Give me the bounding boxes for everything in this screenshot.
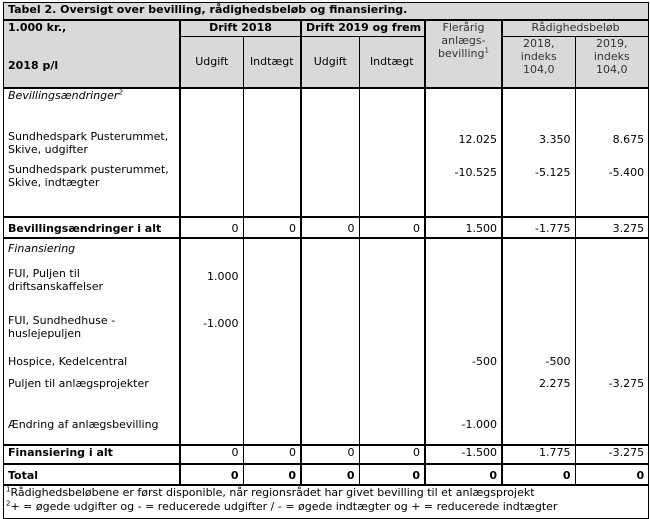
i18-total: 0 — [243, 464, 301, 485]
indtaegt-2018-header: Indtægt — [243, 36, 301, 88]
i19-total: 0 — [359, 464, 425, 485]
footnote-1-mark: 1 — [6, 485, 11, 494]
u19-total: 0 — [301, 464, 359, 485]
row-label-fui-husleje: FUI, Sundhedhuse - huslejepuljen — [8, 314, 116, 340]
header-row-1 — [4, 20, 648, 36]
total-row-finansiering — [4, 445, 648, 464]
footnote-row-1 — [4, 485, 648, 500]
u18-bevilling-total: 0 — [180, 217, 243, 238]
row-label-aendring: Ændring af anlægsbevilling — [8, 418, 159, 431]
fler-pusterummet-indtaegter: -10.525 — [425, 163, 502, 217]
r2018-pusterummet-indtaegter: -5.125 — [502, 163, 575, 217]
indtaegt-2019-header: Indtægt — [359, 36, 425, 88]
u18-finansiering-total: 0 — [180, 445, 243, 464]
r2018-finansiering-total: 1.775 — [502, 445, 575, 464]
section-row-finansiering — [4, 238, 648, 267]
footnote-2-text: + = øgede udgifter og - = reducerede udgifter / - = øgede indtægter og + = reducerede indtægter — [10, 500, 558, 513]
footnote-1-text: Rådighedsbeløbene er først disponible, når regionsrådet har givet bevilling til et anlægsprojekt — [10, 486, 535, 499]
r2018-hospice: -500 — [502, 355, 575, 377]
r2018-pusterummet-udgifter: 3.350 — [502, 130, 575, 163]
footnote-2-mark: 2 — [6, 500, 11, 508]
u19-bevilling-total: 0 — [301, 217, 359, 238]
r2018-puljen: 2.275 — [502, 377, 575, 418]
r2018-total: 0 — [502, 464, 575, 485]
r2019-bevilling-total: 3.275 — [575, 217, 648, 238]
section-label-bevilling: Bevillingsændringer$^2$ — [8, 88, 123, 102]
r2018-bevilling-total: -1.775 — [502, 217, 575, 238]
unit-header-cell — [4, 20, 180, 88]
unit-line2: 2018 p/l — [8, 59, 59, 72]
flerarig-label: Flerårig anlægs-bevilling — [438, 21, 486, 60]
row-label-finansiering-total: Finansiering i alt — [8, 446, 113, 459]
footnote-row-2 — [4, 500, 648, 515]
section-label-finansiering: Finansiering — [8, 242, 76, 255]
table-row — [4, 267, 648, 314]
i18-finansiering-total: 0 — [243, 445, 301, 464]
i19-bevilling-total: 0 — [359, 217, 425, 238]
drift2019-header: Drift 2019 og frem — [301, 20, 425, 36]
table-row — [4, 418, 648, 445]
row-label-hospice: Hospice, Kedelcentral — [8, 355, 128, 368]
total-row-bevilling — [4, 217, 648, 238]
r2019-finansiering-total: -3.275 — [575, 445, 648, 464]
fler-hospice: -500 — [425, 355, 502, 377]
udgift-2018-header: Udgift — [180, 36, 243, 88]
row-label-bevilling-total: Bevillingsændringer i alt — [8, 222, 162, 235]
r2019-pusterummet-udgifter: 8.675 — [575, 130, 648, 163]
fler-pusterummet-udgifter: 12.025 — [425, 130, 502, 163]
i19-finansiering-total: 0 — [359, 445, 425, 464]
table-row — [4, 355, 648, 377]
title-row — [4, 3, 648, 20]
raadighed-2018-header: 2018, indeks 104,0 — [502, 36, 575, 88]
table-row — [4, 163, 648, 217]
fler-bevilling-total: 1.500 — [425, 217, 502, 238]
raadighed-2019-header: 2019, indeks 104,0 — [575, 36, 648, 88]
flerarig-header — [425, 20, 502, 88]
footnote-1 — [4, 485, 648, 500]
row-label-fui-drift: FUI, Puljen til driftsanskaffelser — [8, 267, 104, 293]
grand-total-row — [4, 464, 648, 485]
row-label-pusterummet-indtaegter: Sundhedspark pusterummet, Skive, indtægter — [8, 163, 169, 189]
unit-line1: 1.000 kr., — [8, 21, 67, 34]
u18-fui-husleje: -1.000 — [180, 314, 243, 355]
table-row — [4, 377, 648, 418]
table-title: Tabel 2. Oversigt over bevilling, rådighedsbeløb og finansiering. — [4, 3, 648, 20]
r2019-total: 0 — [575, 464, 648, 485]
budget-table — [4, 3, 648, 515]
i18-bevilling-total: 0 — [243, 217, 301, 238]
u18-fui-drift: 1.000 — [180, 267, 243, 314]
flerarig-sup: 1 — [484, 46, 489, 55]
udgift-2019-header: Udgift — [301, 36, 359, 88]
u18-total: 0 — [180, 464, 243, 485]
fler-finansiering-total: -1.500 — [425, 445, 502, 464]
r2019-pusterummet-indtaegter: -5.400 — [575, 163, 648, 217]
row-label-puljen: Puljen til anlægsprojekter — [8, 377, 149, 390]
r2019-puljen: -3.275 — [575, 377, 648, 418]
row-label-pusterummet-udgifter: Sundhedspark Pusterummet, Skive, udgifter — [8, 130, 169, 156]
fler-total: 0 — [425, 464, 502, 485]
budget-table-frame — [3, 2, 649, 519]
footnote-2 — [4, 500, 648, 515]
table-row — [4, 314, 648, 355]
raadighed-header: Rådighedsbeløb — [502, 20, 648, 36]
fler-aendring: -1.000 — [425, 418, 502, 445]
section-row-bevilling — [4, 88, 648, 130]
drift2018-header: Drift 2018 — [180, 20, 301, 36]
row-label-total: Total — [8, 469, 39, 482]
table-row — [4, 130, 648, 163]
u19-finansiering-total: 0 — [301, 445, 359, 464]
